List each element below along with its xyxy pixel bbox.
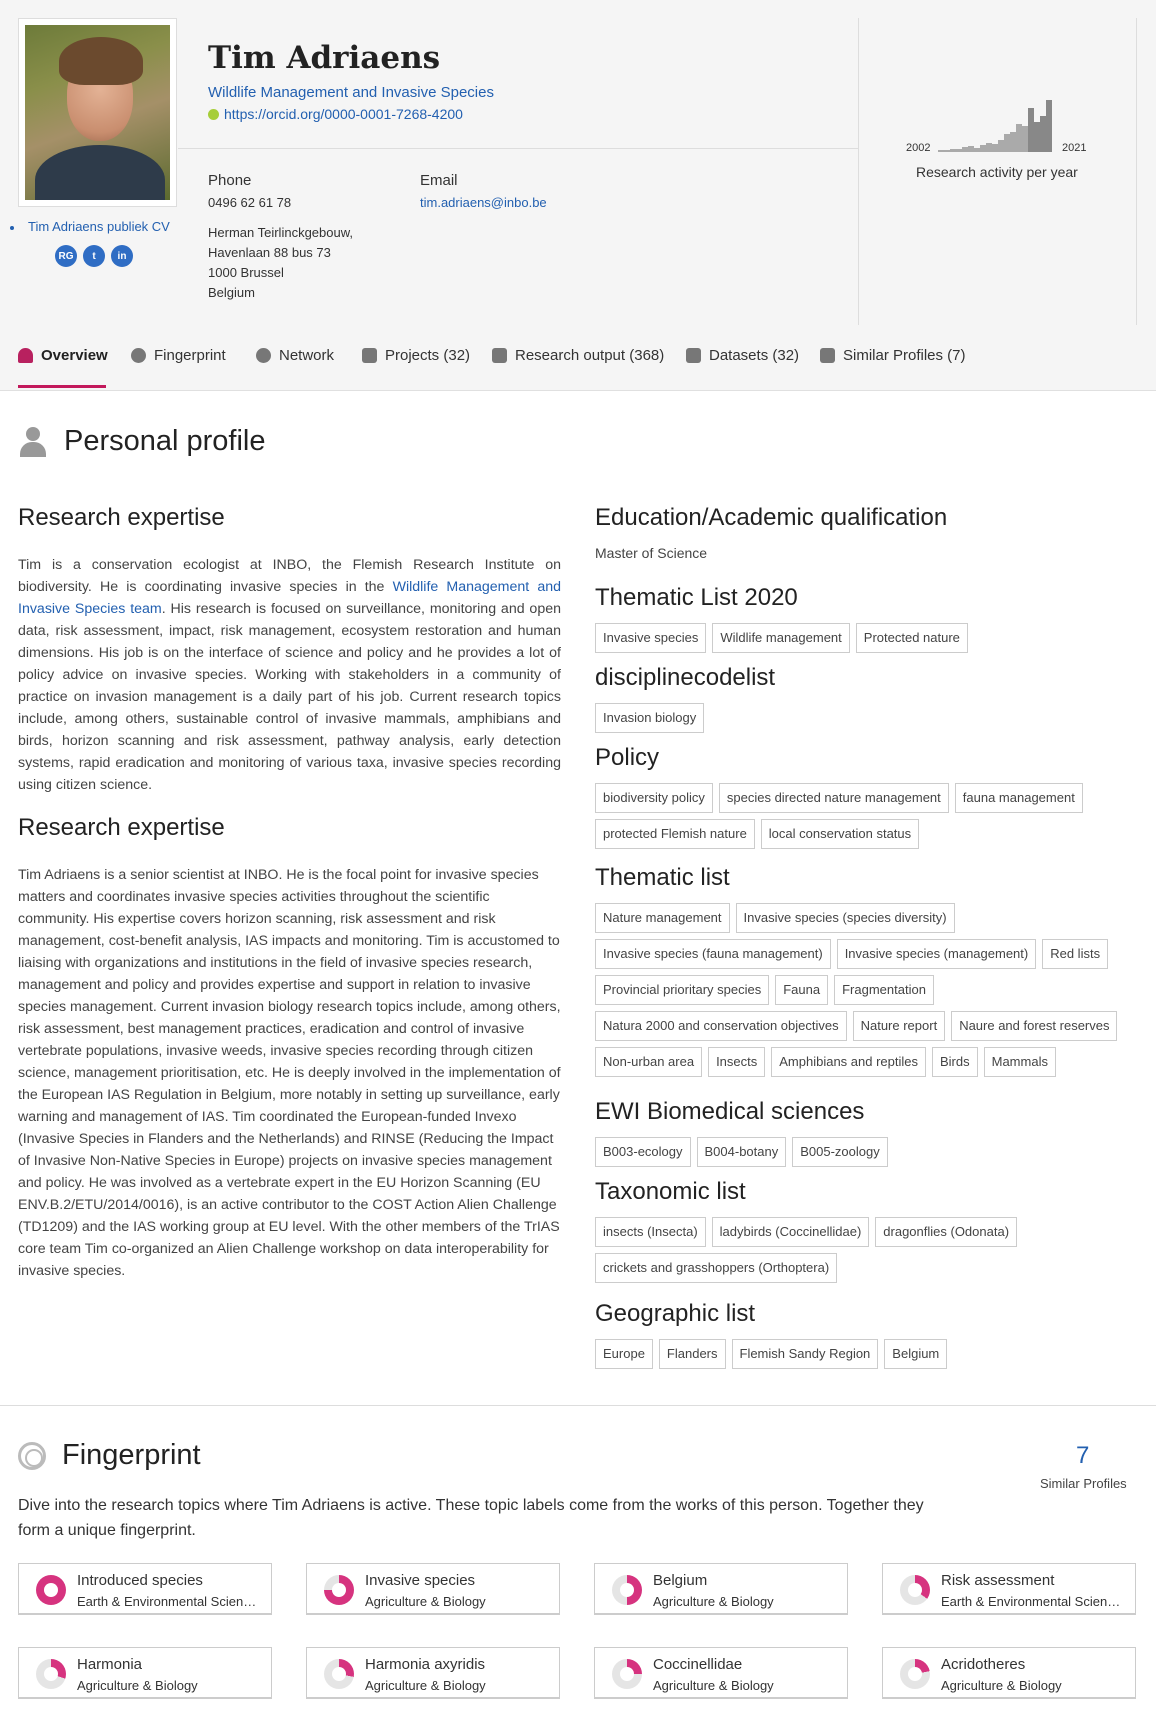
book-icon	[492, 348, 507, 363]
fingerprint-donut	[324, 1575, 354, 1605]
email-link[interactable]: tim.adriaens@inbo.be	[420, 195, 547, 210]
box-icon	[362, 348, 377, 363]
activity-start-year: 2002	[906, 142, 931, 154]
keyword-tag[interactable]: biodiversity policy	[595, 783, 713, 813]
keyword-tag[interactable]: local conservation status	[761, 819, 919, 849]
fingerprint-card[interactable]	[882, 1647, 1136, 1699]
keyword-tag[interactable]: Red lists	[1042, 939, 1108, 969]
fingerprint-category: Agriculture & Biology	[77, 1678, 198, 1693]
keyword-tag[interactable]: Europe	[595, 1339, 653, 1369]
fingerprint-category: Agriculture & Biology	[653, 1594, 774, 1609]
keyword-tag[interactable]: Fauna	[775, 975, 828, 1005]
keyword-tag[interactable]: ladybirds (Coccinellidae)	[712, 1217, 870, 1247]
phone-label: Phone	[208, 172, 252, 189]
fingerprint-category: Earth & Environmental Scien…	[941, 1594, 1121, 1609]
fingerprint-category: Earth & Environmental Scien…	[77, 1594, 257, 1609]
keyword-tag[interactable]: Provincial prioritary species	[595, 975, 769, 1005]
keyword-tag[interactable]: dragonflies (Odonata)	[875, 1217, 1017, 1247]
keyword-tag[interactable]: Invasive species (management)	[837, 939, 1037, 969]
avatar	[25, 25, 170, 200]
fingerprint-card[interactable]	[18, 1647, 272, 1699]
fingerprint-donut	[900, 1575, 930, 1605]
keyword-tag[interactable]: Invasive species (species diversity)	[736, 903, 955, 933]
fingerprint-category: Agriculture & Biology	[365, 1594, 486, 1609]
fingerprint-card[interactable]	[306, 1563, 560, 1615]
keyword-list-title: Taxonomic list	[595, 1178, 746, 1205]
cv-link[interactable]: Tim Adriaens publiek CV	[10, 219, 170, 234]
keyword-tag[interactable]: Naure and forest reserves	[951, 1011, 1117, 1041]
email-label: Email	[420, 172, 458, 189]
keyword-tag[interactable]: crickets and grasshoppers (Orthoptera)	[595, 1253, 837, 1283]
fingerprint-category: Agriculture & Biology	[653, 1678, 774, 1693]
fingerprint-donut	[612, 1575, 642, 1605]
fingerprint-donut	[36, 1575, 66, 1605]
keyword-tag[interactable]: Flanders	[659, 1339, 726, 1369]
tab-network[interactable]: Network	[256, 347, 334, 364]
keyword-tag[interactable]: Protected nature	[856, 623, 968, 653]
keyword-tag[interactable]: Fragmentation	[834, 975, 934, 1005]
fingerprint-heading: Fingerprint	[18, 1439, 201, 1472]
keyword-tag[interactable]: Belgium	[884, 1339, 947, 1369]
researchgate-icon[interactable]: RG	[55, 245, 77, 267]
keyword-tag[interactable]: Wildlife management	[712, 623, 849, 653]
fingerprint-card[interactable]	[18, 1563, 272, 1615]
tab-research-output[interactable]: Research output (368)	[492, 347, 664, 364]
keyword-list-title: Policy	[595, 744, 660, 771]
section-divider	[0, 1405, 1156, 1406]
keyword-tag[interactable]: Birds	[932, 1047, 978, 1077]
address: Herman Teirlinckgebouw, Havenlaan 88 bus 73 1000 Brussel Belgium	[208, 225, 353, 300]
keyword-tag[interactable]: Non-urban area	[595, 1047, 702, 1077]
fingerprint-topic: Risk assessment	[941, 1572, 1055, 1589]
twitter-icon[interactable]: t	[83, 245, 105, 267]
keyword-tag[interactable]: B005-zoology	[792, 1137, 888, 1167]
keyword-tag[interactable]: Mammals	[984, 1047, 1056, 1077]
keyword-tag[interactable]: insects (Insecta)	[595, 1217, 706, 1247]
social-links	[55, 245, 133, 267]
keyword-list	[595, 783, 1135, 849]
keyword-tag[interactable]: B003-ecology	[595, 1137, 691, 1167]
research-expertise-title: Research expertise	[18, 504, 225, 531]
fingerprint-description: Dive into the research topics where Tim Adriaens is active. These topic labels come from the works of this person. Together they form a unique fingerprint.	[18, 1497, 924, 1539]
fingerprint-topic: Acridotheres	[941, 1656, 1026, 1673]
fingerprint-icon	[18, 1442, 46, 1470]
tab-fingerprint[interactable]: Fingerprint	[131, 347, 226, 364]
fingerprint-donut	[900, 1659, 930, 1689]
keyword-list-title: Thematic list	[595, 864, 730, 891]
fingerprint-card[interactable]	[594, 1563, 848, 1615]
fingerprint-category: Agriculture & Biology	[365, 1678, 486, 1693]
profile-name: Tim Adriaens	[208, 40, 441, 76]
keyword-list-title: Geographic list	[595, 1300, 756, 1327]
orcid-link[interactable]: https://orcid.org/0000-0001-7268-4200	[208, 106, 463, 122]
linkedin-icon[interactable]: in	[111, 245, 133, 267]
keyword-tag[interactable]: Invasion biology	[595, 703, 704, 733]
education-value: Master of Science	[595, 545, 708, 561]
database-icon	[686, 348, 701, 363]
keyword-tag[interactable]: Flemish Sandy Region	[732, 1339, 879, 1369]
personal-profile-heading: Personal profile	[18, 425, 266, 458]
unit-link[interactable]: Wildlife Management and Invasive Species	[208, 84, 494, 101]
keyword-list	[595, 1137, 1135, 1167]
people-icon	[820, 348, 835, 363]
keyword-tag[interactable]: Amphibians and reptiles	[771, 1047, 926, 1077]
orcid-icon	[208, 109, 219, 120]
fingerprint-card[interactable]	[882, 1563, 1136, 1615]
tab-projects[interactable]: Projects (32)	[362, 347, 470, 364]
person-icon	[18, 348, 33, 363]
keyword-tag[interactable]: Invasive species	[595, 623, 706, 653]
fingerprint-topic: Harmonia	[77, 1656, 143, 1673]
research-activity-chart[interactable]	[900, 92, 1100, 182]
fingerprint-topic: Introduced species	[77, 1572, 203, 1589]
keyword-list	[595, 703, 1135, 733]
research-expertise-title-2: Research expertise	[18, 814, 225, 841]
fingerprint-card[interactable]	[306, 1647, 560, 1699]
keyword-tag[interactable]: Insects	[708, 1047, 765, 1077]
tab-similar-profiles[interactable]: Similar Profiles (7)	[820, 347, 966, 364]
fingerprint-topic: Invasive species	[365, 1572, 476, 1589]
fingerprint-donut	[612, 1659, 642, 1689]
fingerprint-category: Agriculture & Biology	[941, 1678, 1062, 1693]
fingerprint-icon	[131, 348, 146, 363]
fingerprint-topic: Harmonia axyridis	[365, 1656, 486, 1673]
activity-caption: Research activity per year	[916, 164, 1078, 180]
activity-end-year: 2021	[1062, 142, 1087, 154]
keyword-list	[595, 623, 1135, 653]
keyword-tag[interactable]: Nature management	[595, 903, 730, 933]
profile-tabs	[0, 325, 1156, 391]
keyword-tag[interactable]: species directed nature management	[719, 783, 949, 813]
keyword-tag[interactable]: fauna management	[955, 783, 1083, 813]
similar-profiles-label[interactable]: Similar Profiles	[1040, 1476, 1127, 1491]
activity-bar	[1046, 100, 1052, 152]
keyword-list	[595, 903, 1135, 1077]
keyword-list-title: Thematic List 2020	[595, 584, 798, 611]
keyword-list	[595, 1339, 1135, 1369]
keyword-list	[595, 1217, 1135, 1283]
activity-bars	[938, 100, 1052, 152]
team-link[interactable]: Wildlife Management and Invasive Species team	[18, 579, 561, 617]
fingerprint-topic: Belgium	[653, 1572, 708, 1589]
profile-photo	[18, 18, 177, 207]
tab-overview[interactable]: Overview	[18, 347, 108, 364]
keyword-tag[interactable]: Nature report	[853, 1011, 946, 1041]
education-title: Education/Academic qualification	[595, 504, 948, 531]
network-icon	[256, 348, 271, 363]
fingerprint-card[interactable]	[594, 1647, 848, 1699]
phone-value: 0496 62 61 78	[208, 195, 292, 210]
keyword-tag[interactable]: Invasive species (fauna management)	[595, 939, 831, 969]
keyword-tag[interactable]: protected Flemish nature	[595, 819, 755, 849]
keyword-tag[interactable]: Natura 2000 and conservation objectives	[595, 1011, 847, 1041]
keyword-list-title: EWI Biomedical sciences	[595, 1098, 865, 1125]
tab-datasets[interactable]: Datasets (32)	[686, 347, 799, 364]
fingerprint-donut	[324, 1659, 354, 1689]
person-icon	[18, 427, 48, 457]
similar-profiles-count[interactable]: 7	[1076, 1442, 1090, 1469]
active-tab-indicator	[18, 385, 106, 388]
research-expertise-text-2: Tim Adriaens is a senior scientist at INBO. He is the focal point for invasive species matters and coordinates invasive species activities throughout the scientific community. His expertise covers horizon scanning, risk assessment and risk management, cost-benefit analysis, IAS impacts and monitoring. Tim is accustomed to liaising with organizations and institutions in the field of invasive species research, management and policy and provides expertise and support in relation to invasive species management. Current invasion biology research topics include, among others, risk assessment, best management practices, eradication and control of invasive vertebrate populations, invasive weeds, invasive species recording through citizen science, management prioritisation, etc. He is deeply involved in the implementation of the European IAS Regulation in Belgium, more notably in setting up surveillance, early warning and management of IAS. Tim coordinated the European-funded Invexo (Invasive Species in Flanders and the Netherlands) and RINSE (Reducing the Impact of Invasive Non-Native Species in Europe) projects on invasive species management and policy. He was involved as a vertebrate expert in the EU Horizon Scanning (EU ENV.B.2/ETU/2014/0016), is an active contributor to the COST Action Alien Challenge (TD1209) and the IAS working group at EU level. With the other members of the TrIAS core team Tim co-organized an Alien Challenge workshop on data interoperability for invasive species.	[18, 867, 561, 1279]
keyword-list-title: disciplinecodelist	[595, 664, 776, 691]
fingerprint-topic: Coccinellidae	[653, 1656, 743, 1673]
profile-header	[0, 0, 1156, 325]
keyword-tag[interactable]: B004-botany	[697, 1137, 787, 1167]
fingerprint-donut	[36, 1659, 66, 1689]
research-expertise-text: Tim is a conservation ecologist at INBO, the Flemish Research Institute on biodiversity. He is coordinating invasive species in the Wildlife Management and Invasive Species team. His research is focused on surveillance, monitoring and open data, risk assessment, impact, risk management, ecosystem restoration and human dimensions. His job is on the interface of science and policy and he provides a lot of policy advice on invasive species. Working with stakeholders in a community of practice on invasion management is a daily part of his job. Current research topics include, among others, sustainable control of invasive mammals, amphibians and birds, horizon scanning and risk assessment, pathway analysis, early detection systems, rapid eradication and monitoring of various taxa, invasive species recording using citizen science.	[18, 557, 561, 793]
